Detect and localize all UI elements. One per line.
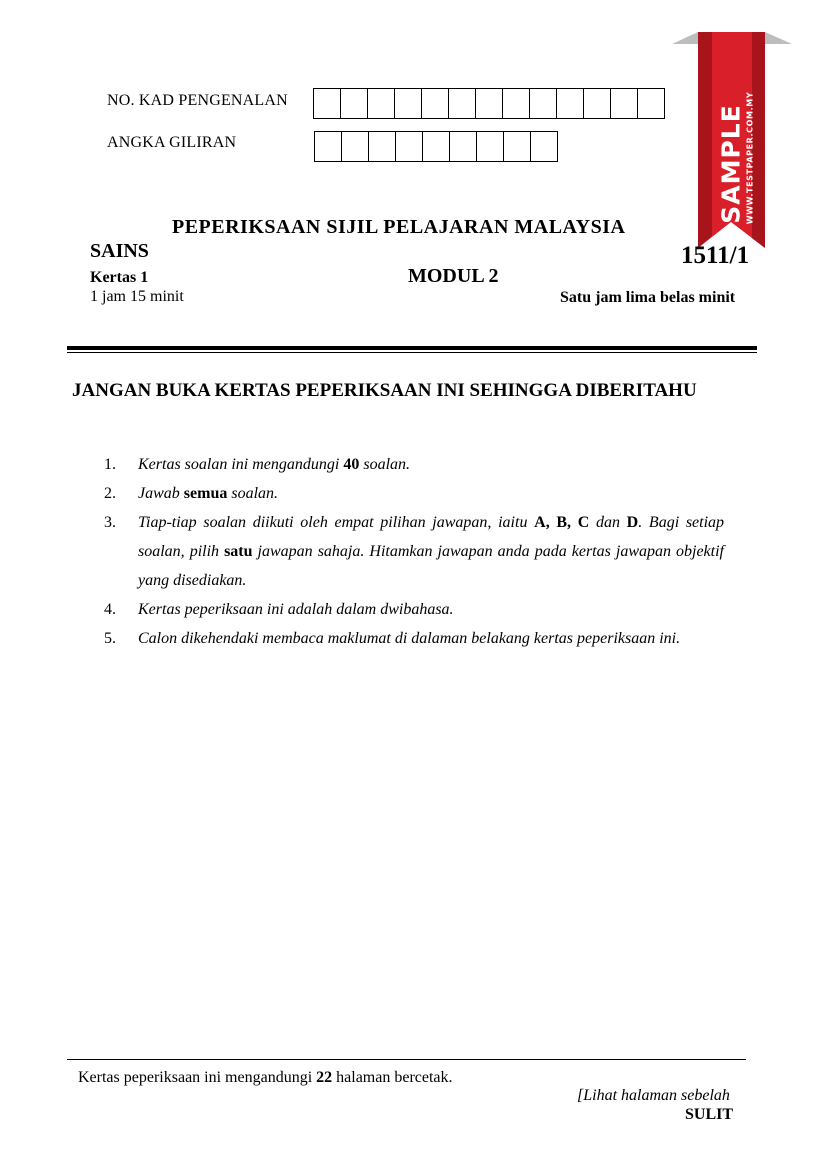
digit-box[interactable] [583, 88, 611, 119]
instruction-text: soalan. [359, 456, 411, 473]
instruction-text: Kertas peperiksaan ini adalah dalam dwibahasa. [138, 601, 454, 618]
instruction-text: A, B, C [534, 514, 590, 531]
digit-box[interactable] [476, 131, 504, 162]
digit-box[interactable] [449, 131, 477, 162]
instruction-text: semua [183, 485, 228, 502]
page-count-suffix: halaman bercetak. [332, 1069, 453, 1086]
page-count-note [78, 1069, 453, 1087]
exam-title: PEPERIKSAAN SIJIL PELAJARAN MALAYSIA [172, 216, 626, 238]
duration: 1 jam 15 minit [90, 288, 184, 305]
paper-code: 1511/1 [681, 242, 750, 269]
next-page-note: [Lihat halaman sebelah [577, 1087, 730, 1104]
digit-box[interactable] [422, 131, 450, 162]
instruction-item [104, 450, 724, 479]
instruction-text: D [626, 514, 639, 531]
id-card-label: NO. KAD PENGENALAN [107, 92, 288, 109]
id-card-boxes[interactable] [313, 88, 664, 119]
footer-divider [67, 1059, 746, 1060]
digit-box[interactable] [637, 88, 665, 119]
instruction-item [104, 595, 724, 624]
digit-box[interactable] [367, 88, 395, 119]
instruction-text: Tiap-tiap soalan diikuti oleh empat pilihan jawapan, iaitu [138, 514, 535, 531]
subject-name: SAINS [90, 240, 149, 262]
instruction-text: 40 [343, 456, 360, 473]
page-count-number: 22 [316, 1069, 333, 1086]
index-number-label: ANGKA GILIRAN [107, 134, 237, 151]
instruction-text: satu [224, 543, 253, 560]
digit-box[interactable] [421, 88, 449, 119]
digit-box[interactable] [395, 131, 423, 162]
instruction-item [104, 624, 724, 653]
digit-box[interactable] [556, 88, 584, 119]
instruction-number: 2. [104, 485, 116, 502]
sample-text: SAMPLE [716, 104, 746, 224]
page-count-prefix: Kertas peperiksaan ini mengandungi [78, 1069, 317, 1086]
classification-label: SULIT [685, 1106, 734, 1123]
module-name: MODUL 2 [408, 265, 499, 287]
digit-box[interactable] [368, 131, 396, 162]
instruction-item [104, 508, 724, 595]
sample-ribbon [672, 26, 792, 266]
instruction-text: jawapan sahaja. Hitamkan jawapan anda pada kertas jawapan objektif yang disediakan. [138, 543, 724, 589]
digit-box[interactable] [529, 88, 557, 119]
instruction-text: dan [589, 514, 627, 531]
digit-box[interactable] [314, 131, 342, 162]
instruction-number: 4. [104, 601, 116, 618]
digit-box[interactable] [313, 88, 341, 119]
digit-box[interactable] [340, 88, 368, 119]
instruction-text: . Bagi setiap soalan, pilih [138, 514, 725, 560]
instruction-text: soalan. [227, 485, 279, 502]
instruction-number: 3. [104, 514, 116, 531]
warning-text: JANGAN BUKA KERTAS PEPERIKSAAN INI SEHINGGA DIBERITAHU [72, 380, 697, 401]
instructions-list [104, 450, 724, 653]
sample-url: WWW.TESTPAPER.COM.MY [745, 91, 755, 225]
digit-box[interactable] [610, 88, 638, 119]
instruction-text: Kertas soalan ini mengandungi [138, 456, 344, 473]
digit-box[interactable] [448, 88, 476, 119]
index-number-boxes[interactable] [314, 131, 557, 162]
instruction-text: Calon dikehendaki membaca maklumat di dalaman belakang kertas peperiksaan ini. [138, 630, 681, 647]
header-divider-thin [67, 352, 757, 353]
duration-words: Satu jam lima belas minit [560, 289, 736, 306]
header-divider [67, 346, 757, 350]
digit-box[interactable] [475, 88, 503, 119]
instruction-item [104, 479, 724, 508]
digit-box[interactable] [394, 88, 422, 119]
digit-box[interactable] [530, 131, 558, 162]
paper-number: Kertas 1 [90, 269, 149, 286]
instruction-number: 5. [104, 630, 116, 647]
instruction-number: 1. [104, 456, 116, 473]
instruction-text: Jawab [138, 485, 184, 502]
digit-box[interactable] [502, 88, 530, 119]
digit-box[interactable] [341, 131, 369, 162]
digit-box[interactable] [503, 131, 531, 162]
